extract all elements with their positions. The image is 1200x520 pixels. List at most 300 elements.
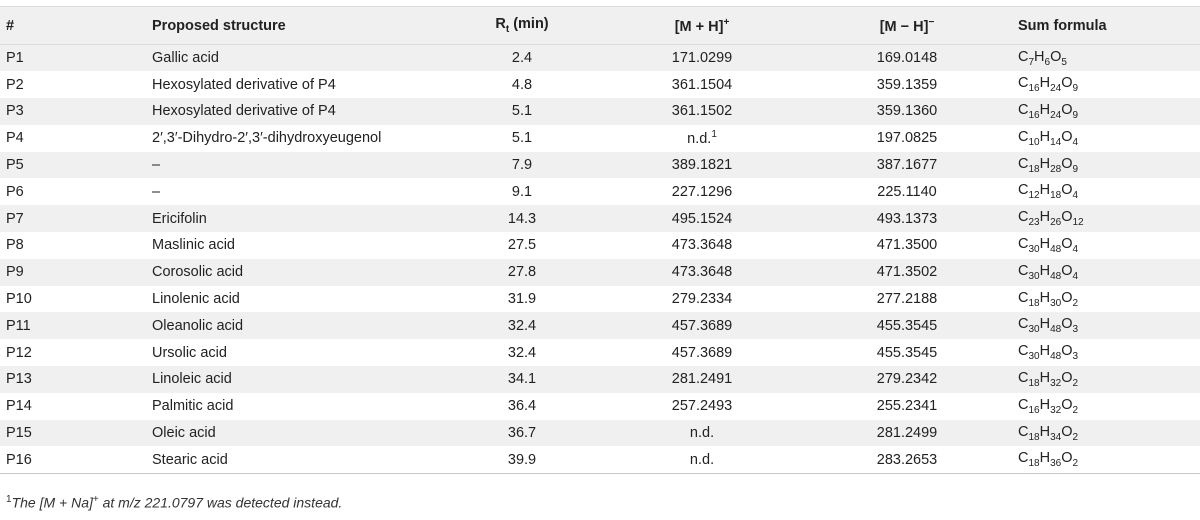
cell-id (0, 259, 146, 286)
cell-rt (442, 178, 602, 205)
formula-count: 18 (1028, 297, 1040, 309)
cell-id (0, 205, 146, 232)
formula-element: H (1039, 182, 1051, 199)
cell-rt (442, 312, 602, 339)
header-mh-plus-label: [M + H] (674, 18, 724, 35)
header-mh-minus-label: [M − H] (879, 18, 929, 35)
cell-id-text: P15 (6, 425, 32, 442)
table-row (0, 205, 1200, 232)
formula-element: O (1050, 48, 1062, 65)
cell-id-text: P10 (6, 291, 32, 308)
cell-mh-plus-text: 389.1821 (671, 157, 733, 174)
cell-structure-text: Linoleic acid (152, 371, 232, 388)
formula-element: O (1061, 236, 1073, 253)
header-mh-minus (802, 7, 1012, 45)
table-header (0, 7, 1200, 45)
header-structure-label: Proposed structure (152, 17, 286, 34)
header-mh-minus-sup: − (928, 16, 935, 28)
cell-rt-text: 7.9 (511, 157, 533, 174)
cell-id (0, 393, 146, 420)
cell-structure-text: Hexosylated derivative of P4 (152, 76, 336, 93)
cell-mh-plus (602, 232, 802, 259)
cell-mh-minus-text: 277.2188 (876, 291, 938, 308)
cell-structure (146, 366, 442, 393)
cell-structure (146, 232, 442, 259)
cell-mh-minus (802, 152, 1012, 179)
cell-mh-plus-text: 279.2334 (671, 291, 733, 308)
cell-structure (146, 420, 442, 447)
cell-mh-plus-text: n.d. (689, 425, 715, 442)
header-sum-formula (1012, 7, 1200, 45)
table-row (0, 152, 1200, 179)
formula-element: C (1018, 75, 1029, 92)
cell-structure (146, 393, 442, 420)
formula-count: 6 (1044, 56, 1051, 68)
cell-sum-formula (1012, 259, 1200, 286)
cell-mh-plus-text: 473.3648 (671, 264, 733, 281)
cell-mh-plus (602, 98, 802, 125)
cell-structure (146, 286, 442, 313)
formula-element: O (1061, 155, 1073, 172)
cell-mh-minus (802, 312, 1012, 339)
cell-rt (442, 71, 602, 98)
cell-mh-minus (802, 232, 1012, 259)
cell-id-text: P12 (6, 344, 32, 361)
cell-mh-minus (802, 125, 1012, 152)
cell-mh-plus (602, 420, 802, 447)
table-row (0, 178, 1200, 205)
formula-element: C (1018, 316, 1029, 333)
cell-mh-minus (802, 205, 1012, 232)
formula-count: 48 (1050, 351, 1062, 363)
table-row (0, 232, 1200, 259)
cell-rt (442, 366, 602, 393)
cell-id (0, 446, 146, 473)
cell-rt (442, 232, 602, 259)
cell-mh-plus-text: 457.3689 (671, 317, 733, 334)
cell-mh-minus-text: 197.0825 (876, 130, 938, 147)
cell-mh-minus-text: 283.2653 (876, 451, 938, 468)
cell-sum-formula (1012, 152, 1200, 179)
formula-element: C (1018, 262, 1029, 279)
formula-count: 34 (1050, 431, 1062, 443)
formula-element: O (1061, 128, 1073, 145)
cell-sum-formula (1012, 98, 1200, 125)
footnote-marker: 1 (6, 494, 12, 505)
cell-rt-text: 9.1 (511, 183, 533, 200)
formula-count: 5 (1061, 56, 1067, 68)
formula-element: H (1039, 75, 1051, 92)
cell-structure-text: Gallic acid (152, 50, 219, 67)
cell-structure-text: – (152, 157, 161, 174)
formula-count: 32 (1050, 404, 1062, 416)
cell-rt-text: 32.4 (507, 344, 537, 361)
cell-structure (146, 152, 442, 179)
formula-count: 48 (1050, 243, 1062, 255)
cell-id-text: P1 (6, 50, 24, 67)
cell-structure (146, 71, 442, 98)
cell-structure-text: Ursolic acid (152, 344, 227, 361)
header-num (0, 7, 146, 45)
table-row (0, 366, 1200, 393)
formula-count: 2 (1072, 377, 1079, 389)
cell-structure (146, 259, 442, 286)
header-sum-label: Sum formula (1018, 17, 1107, 34)
cell-sum-formula (1012, 232, 1200, 259)
table-row (0, 446, 1200, 473)
header-mh-plus-sup: + (723, 16, 730, 28)
cell-mh-plus-text: 227.1296 (671, 183, 733, 200)
formula-count: 12 (1028, 190, 1040, 202)
cell-mh-minus-text: 281.2499 (876, 425, 938, 442)
formula-element: H (1039, 396, 1051, 413)
cell-structure (146, 98, 442, 125)
formula-count: 3 (1072, 324, 1079, 336)
cell-mh-minus-text: 359.1359 (876, 76, 938, 93)
cell-sum-formula (1012, 178, 1200, 205)
cell-mh-minus-text: 455.3545 (876, 344, 938, 361)
cell-sum-formula (1012, 446, 1200, 473)
cell-mh-plus-text: 473.3648 (671, 237, 733, 254)
formula-element: H (1039, 370, 1051, 387)
formula-element: O (1061, 316, 1073, 333)
table-row (0, 339, 1200, 366)
cell-mh-minus (802, 339, 1012, 366)
cell-id-text: P3 (6, 103, 24, 120)
formula-element: C (1018, 128, 1029, 145)
cell-sum-formula (1012, 366, 1200, 393)
table-row (0, 98, 1200, 125)
cell-mh-plus-text: 361.1502 (671, 103, 733, 120)
footnote-text-sup: + (92, 494, 99, 505)
cell-mh-minus-text: 359.1360 (876, 103, 938, 120)
cell-id-text: P6 (6, 183, 24, 200)
formula-element: C (1018, 370, 1029, 387)
formula-count: 24 (1050, 83, 1062, 95)
cell-structure (146, 446, 442, 473)
formula-count: 10 (1028, 136, 1040, 148)
cell-rt-text: 34.1 (507, 371, 537, 388)
cell-mh-minus-text: 471.3500 (876, 237, 938, 254)
cell-sum-formula (1012, 205, 1200, 232)
cell-id (0, 178, 146, 205)
cell-mh-plus (602, 446, 802, 473)
formula-element: C (1018, 343, 1029, 360)
cell-mh-minus (802, 98, 1012, 125)
cell-mh-plus-text: 495.1524 (671, 210, 733, 227)
formula-element: H (1039, 128, 1051, 145)
table-row (0, 393, 1200, 420)
cell-rt (442, 286, 602, 313)
formula-element: C (1018, 289, 1029, 306)
header-rt (442, 7, 602, 45)
cell-mh-plus (602, 312, 802, 339)
table-footnote (6, 494, 342, 511)
formula-element: O (1061, 289, 1073, 306)
table-body (0, 45, 1200, 474)
formula-count: 12 (1072, 217, 1084, 229)
formula-element: O (1061, 396, 1073, 413)
table-row (0, 125, 1200, 152)
cell-sum-formula (1012, 45, 1200, 72)
cell-id-text: P7 (6, 210, 24, 227)
formula-count: 16 (1028, 404, 1040, 416)
header-num-label: # (6, 17, 15, 34)
table-row (0, 286, 1200, 313)
cell-mh-plus-text: 281.2491 (671, 371, 733, 388)
cell-mh-plus (602, 259, 802, 286)
formula-element: O (1061, 262, 1073, 279)
table-row (0, 71, 1200, 98)
header-rt-sub: t (505, 23, 510, 35)
formula-element: H (1039, 450, 1051, 467)
table-row (0, 420, 1200, 447)
cell-mh-minus-text: 169.0148 (876, 50, 938, 67)
cell-id-text: P14 (6, 398, 32, 415)
footnote-text-after: at m/z 221.0797 was detected instead. (98, 494, 343, 511)
cell-structure-text: Oleic acid (152, 425, 216, 442)
cell-sum-formula (1012, 125, 1200, 152)
cell-sum-formula (1012, 393, 1200, 420)
cell-id (0, 45, 146, 72)
cell-sum-formula (1012, 420, 1200, 447)
cell-structure (146, 205, 442, 232)
cell-id-text: P16 (6, 451, 32, 468)
cell-id (0, 232, 146, 259)
cell-id (0, 339, 146, 366)
cell-rt-text: 31.9 (507, 291, 537, 308)
cell-mh-plus (602, 152, 802, 179)
cell-structure-text: Hexosylated derivative of P4 (152, 103, 336, 120)
formula-element: H (1039, 262, 1051, 279)
cell-mh-plus (602, 366, 802, 393)
formula-count: 26 (1050, 217, 1062, 229)
cell-id-text: P5 (6, 157, 24, 174)
formula-element: C (1018, 209, 1029, 226)
cell-sum-formula (1012, 312, 1200, 339)
cell-mh-minus-text: 455.3545 (876, 317, 938, 334)
footnote-text-before: The [M + Na] (11, 494, 93, 511)
cell-rt-text: 39.9 (507, 451, 537, 468)
header-row (0, 7, 1200, 45)
formula-count: 2 (1072, 458, 1079, 470)
formula-element: C (1018, 48, 1029, 65)
cell-mh-minus (802, 71, 1012, 98)
cell-rt (442, 152, 602, 179)
cell-mh-minus (802, 45, 1012, 72)
formula-element: H (1039, 423, 1051, 440)
cell-mh-plus (602, 71, 802, 98)
formula-count: 4 (1072, 270, 1079, 282)
formula-element: C (1018, 182, 1029, 199)
formula-element: H (1039, 102, 1051, 119)
cell-structure-text: Maslinic acid (152, 237, 235, 254)
formula-count: 30 (1028, 324, 1040, 336)
table-row (0, 312, 1200, 339)
formula-element: C (1018, 236, 1029, 253)
formula-element: C (1018, 423, 1029, 440)
cell-mh-plus (602, 125, 802, 152)
cell-mh-minus-text: 225.1140 (877, 183, 937, 200)
cell-mh-minus (802, 259, 1012, 286)
cell-mh-minus-text: 255.2341 (876, 398, 938, 415)
cell-mh-minus-text: 471.3502 (876, 264, 938, 281)
cell-structure-text: Palmitic acid (152, 398, 234, 415)
cell-mh-plus (602, 178, 802, 205)
cell-mh-minus-text: 279.2342 (876, 371, 938, 388)
formula-count: 32 (1050, 377, 1062, 389)
formula-count: 48 (1050, 270, 1062, 282)
cell-structure-text: 2′,3′-Dihydro-2′,3′-dihydroxyeugenol (152, 130, 382, 147)
cell-id-text: P2 (6, 76, 24, 93)
cell-id-text: P8 (6, 237, 24, 254)
table-row (0, 259, 1200, 286)
cell-mh-plus-text: 457.3689 (671, 344, 733, 361)
formula-count: 48 (1050, 324, 1062, 336)
header-rt-unit: (min) (509, 16, 549, 33)
header-structure (146, 7, 442, 45)
cell-mh-minus (802, 393, 1012, 420)
formula-count: 18 (1050, 190, 1062, 202)
cell-mh-plus (602, 393, 802, 420)
cell-id-text: P9 (6, 264, 24, 281)
formula-count: 9 (1072, 163, 1079, 175)
formula-count: 30 (1028, 243, 1040, 255)
formula-count: 3 (1072, 351, 1079, 363)
cell-mh-plus-text: n.d. (689, 451, 715, 468)
formula-element: H (1034, 48, 1045, 65)
cell-rt-text: 4.8 (511, 76, 533, 93)
formula-count: 18 (1028, 163, 1040, 175)
cell-rt-text: 36.7 (507, 425, 537, 442)
cell-mh-minus (802, 420, 1012, 447)
formula-element: H (1039, 289, 1051, 306)
cell-rt-text: 32.4 (507, 317, 537, 334)
formula-element: O (1061, 423, 1073, 440)
cell-structure (146, 125, 442, 152)
formula-count: 30 (1028, 351, 1040, 363)
cell-structure-text: Linolenic acid (152, 291, 240, 308)
formula-element: C (1018, 102, 1029, 119)
cell-structure (146, 312, 442, 339)
formula-element: O (1061, 182, 1073, 199)
formula-element: H (1039, 155, 1051, 172)
formula-element: H (1039, 316, 1051, 333)
cell-mh-plus-text: 257.2493 (671, 398, 733, 415)
cell-rt-text: 5.1 (511, 103, 533, 120)
formula-element: O (1061, 343, 1073, 360)
cell-rt (442, 45, 602, 72)
formula-count: 18 (1028, 458, 1040, 470)
cell-mh-plus (602, 339, 802, 366)
cell-mh-plus (602, 205, 802, 232)
cell-rt (442, 205, 602, 232)
cell-mh-plus (602, 286, 802, 313)
cell-mh-minus (802, 178, 1012, 205)
cell-id (0, 98, 146, 125)
cell-mh-plus-text: 171.0299 (671, 50, 733, 67)
compound-table (0, 6, 1200, 474)
formula-count: 2 (1072, 297, 1079, 309)
cell-id-text: P4 (6, 130, 24, 147)
formula-count: 4 (1072, 190, 1079, 202)
formula-element: O (1061, 209, 1073, 226)
cell-mh-minus-text: 493.1373 (876, 210, 938, 227)
formula-count: 7 (1028, 56, 1035, 68)
cell-rt (442, 393, 602, 420)
header-mh-plus (602, 7, 802, 45)
formula-element: C (1018, 450, 1029, 467)
cell-mh-plus-text: n.d. (687, 131, 712, 148)
table-row (0, 45, 1200, 72)
formula-count: 16 (1028, 109, 1040, 121)
formula-element: C (1018, 396, 1029, 413)
cell-sum-formula (1012, 71, 1200, 98)
cell-mh-plus (602, 45, 802, 72)
cell-mh-minus (802, 366, 1012, 393)
formula-element: O (1061, 450, 1073, 467)
formula-element: H (1039, 209, 1051, 226)
formula-count: 2 (1072, 431, 1079, 443)
cell-id-text: P13 (6, 371, 32, 388)
formula-count: 4 (1072, 136, 1079, 148)
formula-element: C (1018, 155, 1029, 172)
formula-count: 4 (1072, 243, 1079, 255)
cell-structure-text: Corosolic acid (152, 264, 244, 281)
formula-element: O (1061, 75, 1073, 92)
cell-id (0, 125, 146, 152)
formula-count: 9 (1072, 109, 1079, 121)
cell-rt-text: 14.3 (507, 210, 537, 227)
formula-count: 28 (1050, 163, 1062, 175)
cell-rt (442, 259, 602, 286)
cell-id (0, 71, 146, 98)
formula-count: 36 (1050, 458, 1062, 470)
formula-count: 18 (1028, 377, 1040, 389)
cell-structure (146, 178, 442, 205)
cell-rt (442, 420, 602, 447)
formula-element: H (1039, 343, 1051, 360)
formula-element: O (1061, 370, 1073, 387)
cell-rt (442, 446, 602, 473)
cell-structure-text: Oleanolic acid (152, 317, 244, 334)
cell-id (0, 286, 146, 313)
cell-structure-text: Ericifolin (152, 210, 207, 227)
formula-count: 2 (1072, 404, 1079, 416)
cell-structure-text: Stearic acid (152, 451, 228, 468)
formula-count: 24 (1050, 109, 1062, 121)
formula-count: 9 (1072, 83, 1079, 95)
cell-id (0, 152, 146, 179)
formula-count: 18 (1028, 431, 1040, 443)
cell-rt (442, 98, 602, 125)
cell-rt-text: 5.1 (511, 130, 533, 147)
cell-mh-minus (802, 446, 1012, 473)
cell-mh-minus (802, 286, 1012, 313)
cell-rt-text: 36.4 (507, 398, 537, 415)
cell-mh-minus-text: 387.1677 (876, 157, 938, 174)
cell-sum-formula (1012, 339, 1200, 366)
formula-count: 16 (1028, 83, 1040, 95)
formula-count: 14 (1050, 136, 1062, 148)
cell-structure (146, 339, 442, 366)
header-rt-main: R (495, 16, 506, 33)
cell-rt (442, 339, 602, 366)
formula-element: H (1039, 236, 1051, 253)
formula-count: 30 (1050, 297, 1062, 309)
cell-rt-text: 27.5 (507, 237, 537, 254)
cell-id (0, 420, 146, 447)
